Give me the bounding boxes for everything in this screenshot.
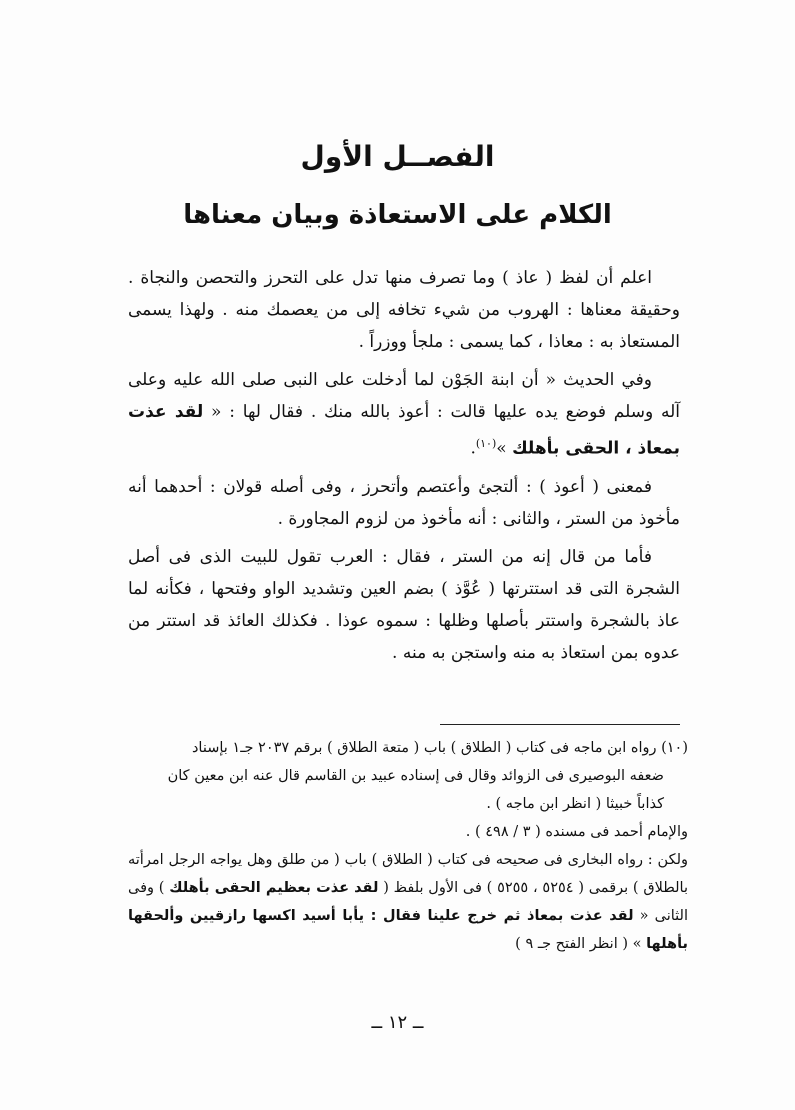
quote-close: » bbox=[496, 438, 513, 459]
paragraph bbox=[128, 364, 680, 465]
paragraph bbox=[128, 471, 680, 535]
hadith-quote: لقد عذت بمعاذ ، الحقى بأهلك bbox=[128, 402, 680, 459]
footnote-quote: لقد عذت بمعاذ ثم خرج علينا فقال : يأبا أسيد اكسها رازقيين وألحقها بأهلها bbox=[128, 908, 688, 952]
paragraph-text: فأما من قال إنه من الستر ، فقال : العرب تقول للبيت الذى فى أصل الشجرة التى قد استترتها ( عُوَّذ ) بضم العين وتشديد الواو وفتحها ، فكأنه لما عاذ بالشجرة واستتر بأصلها وظلها : سموه عوذا . فكذلك العائذ قد استتر من عدوه بمن استعاذ به منه واستجن به منه . bbox=[128, 546, 680, 663]
paragraph-end: . bbox=[470, 438, 476, 459]
paragraph-text: فمعنى ( أعوذ ) : ألتجئ وأعتصم وأتحرز ، وفى أصله قولان : أحدهما أنه مأخوذ من الستر ، والثانى : أنه مأخوذ من لزوم المجاورة . bbox=[128, 476, 680, 529]
paragraph bbox=[128, 262, 680, 358]
chapter-title: الفصــل الأول bbox=[300, 140, 495, 173]
section-title: الكلام على الاستعاذة وبيان معناها bbox=[183, 200, 612, 230]
footnote-text: ضعفه البوصيرى فى الزوائد وقال فى إسناده عبيد بن القاسم قال عنه ابن معين كان bbox=[167, 768, 664, 784]
footnote-ref[interactable]: (١٠) bbox=[475, 437, 497, 450]
footnote-text: كذاباً خبيثا ( انظر ابن ماجه ) . bbox=[486, 796, 664, 812]
footnote-line: والإمام أحمد فى مسنده ( ٣ / ٤٩٨ ) . bbox=[465, 824, 688, 840]
footnote-text: ولكن : رواه البخارى فى صحيحه فى كتاب ( الطلاق ) باب ( من طلق وهل يواجه الرجل امرأته بالطلاق ) برقمى ( ٥٢٥٤ ، ٥٢٥٥ ) فى الأول بلفظ ( bbox=[128, 852, 688, 896]
page-number: ــ ١٢ ــ bbox=[371, 1012, 424, 1033]
footnote-line: (١٠) رواه ابن ماجه فى كتاب ( الطلاق ) باب ( متعة الطلاق ) برقم ٢٠٣٧ جـ١ بإسناد bbox=[191, 740, 688, 756]
footnotes bbox=[128, 734, 688, 958]
footnote-line bbox=[128, 762, 688, 790]
footnote-text: » ( انظر الفتح جـ ٩ ) bbox=[515, 936, 647, 952]
footnote-quote: لقد عذت بعظيم الحقى بأهلك bbox=[169, 880, 379, 896]
footnote-divider bbox=[440, 724, 680, 725]
paragraph-text: وفي الحديث « أن ابنة الجَوْن لما أدخلت على النبى صلى الله عليه وعلى آله وسلم فوضع يده عليها قالت : أعوذ بالله منك . فقال لها : « bbox=[128, 370, 680, 422]
footnote-line bbox=[128, 846, 688, 958]
footnote-line bbox=[128, 790, 688, 818]
paragraph-text: اعلم أن لفظ ( عاذ ) وما تصرف منها تدل على التحرز والتحصن والنجاة . وحقيقة معناها : الهروب من شيء تخافه إلى من يعصمك منه . ولهذا يسمى المستعاذ به : معاذا ، كما يسمى : ملجأ ووزراً . bbox=[128, 268, 680, 352]
footnote-text: ) وفى الثانى « bbox=[128, 880, 689, 924]
paragraph bbox=[128, 541, 680, 669]
main-text bbox=[128, 262, 680, 675]
